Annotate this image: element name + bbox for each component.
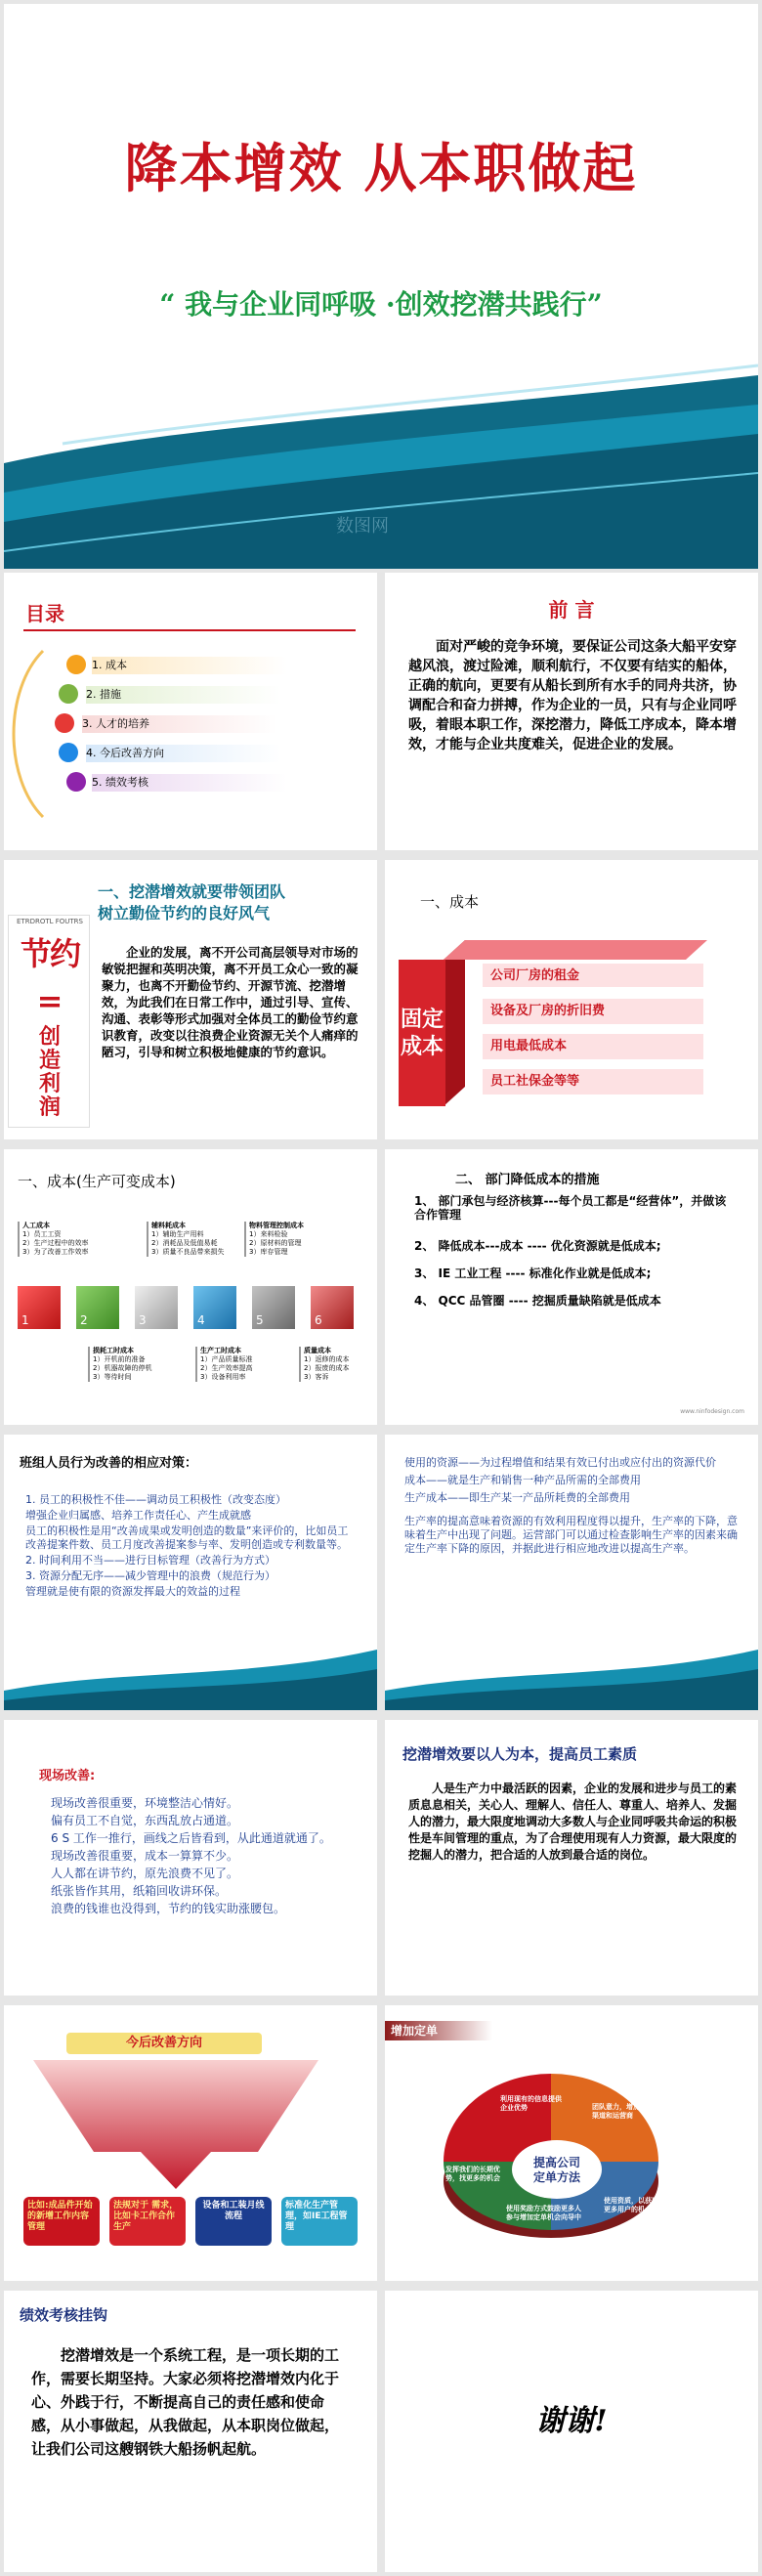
vc-box-head: 损耗工时成本 [93, 1347, 134, 1354]
people-slide [385, 1720, 758, 1996]
vc-box-line: 2）原材料的管理 [249, 1239, 302, 1247]
cost-item: 用电最低成本 [483, 1034, 703, 1059]
team-title-l1: 一、挖潜增效就要带领团队 [98, 882, 286, 901]
vc-box [244, 1222, 352, 1257]
pie-center-l1: 提高公司 [532, 2156, 580, 2169]
pie-label: 使用奖励方式鼓励更多人参与增加定单机会向导中 [506, 2205, 581, 2221]
cost-item: 员工社保金等等 [483, 1069, 703, 1095]
cover-wave-graphic [4, 4, 758, 569]
vc-num: 6 [315, 1313, 322, 1327]
pie-center-l2: 定单方法 [532, 2170, 580, 2184]
vc-box [195, 1347, 289, 1382]
toc-item[interactable]: 5. 绩效考核 [92, 774, 287, 792]
improve-box: 法规对于 需求，比如卡工作合作生产 [109, 2197, 186, 2246]
vc-box-line: 1）来料检验 [249, 1230, 288, 1238]
onsite-item: 纸张皆作其用，纸箱回收讲环保。 [51, 1884, 228, 1898]
cost-slide [385, 860, 758, 1139]
leaders-item: 2. 时间利用不当——进行目标管理（改善行为方式） [25, 1554, 275, 1567]
cost-big-l1: 固定 [400, 1007, 444, 1032]
variable-title: 一、成本(生产可变成本) [18, 1173, 176, 1190]
vc-box [147, 1222, 231, 1257]
vc-box [18, 1222, 96, 1257]
vc-box-line: 1）开机前的准备 [93, 1355, 146, 1363]
toc-arc-graphic [4, 573, 377, 850]
team-body: 企业的发展，离不开公司高层领导对市场的敏锐把握和英明决策，离不开员工众心一致的凝聚力，也离不开勤俭节约、开源节流、挖潜增效，为此我们在日常工作中，通过引导、宣传、沟通、表彰等形式加强对全体员工的勤俭节约意识教育，改变以往浪费企业资源无关个人痛痒的陋习，引导和树立积极地健康的节约意识。 [102, 945, 359, 1059]
resources-item: 成本——就是生产和销售一种产品所需的全部费用 [404, 1474, 641, 1486]
onsite-item: 偏有员工不自觉，东西乱放占通道。 [51, 1814, 239, 1827]
thrift-image [8, 915, 90, 1128]
pie-label: 利用现有的信息提供企业优势 [500, 2095, 562, 2112]
onsite-item: 现场改善很重要，成本一算算不少。 [51, 1849, 239, 1863]
vc-box-line: 1）员工工资 [22, 1230, 62, 1238]
dept-title: 二、 部门降低成本的措施 [455, 1173, 600, 1187]
wave-footer [385, 1435, 758, 1710]
vc-cube [76, 1286, 119, 1329]
toc-title: 目录 [25, 602, 64, 625]
onsite-slide [4, 1720, 377, 1996]
vc-box-head: 人工成本 [22, 1222, 50, 1229]
vc-box-head: 生产工时成本 [200, 1347, 241, 1354]
vc-box-line: 3）质量不良品带来损失 [151, 1248, 225, 1256]
resources-slide [385, 1435, 758, 1710]
vc-box-line: 3）库存管理 [249, 1248, 288, 1256]
thanks-text: 谢谢! [535, 2404, 608, 2438]
vc-box-line: 2）消耗品及低值易耗 [151, 1239, 218, 1247]
toc-item[interactable]: 4. 今后改善方向 [86, 745, 281, 762]
onsite-list [51, 1794, 360, 1917]
cover-slide [4, 4, 758, 569]
thrift-image-bottom: 创造利润 [38, 1024, 61, 1120]
vc-box [299, 1347, 373, 1382]
dept-item: 1、 部门承包与经济核算---每个员工都是“经营体”，并做该合作管理 [414, 1194, 727, 1222]
vc-num: 3 [139, 1313, 147, 1327]
vc-cube [252, 1286, 295, 1329]
leaders-item: 员工的积极性是用“改善成果或发明创造的数量”来评价的，比如员工改善提案件数、员工月度改善提案参与率、发明创造或专利数量等。 [25, 1524, 349, 1551]
dept-item: 3、 IE 工业工程 ---- 标准化作业就是低成本; [414, 1267, 652, 1280]
wave-footer [4, 1435, 377, 1710]
pie-label: 使用资质，以获取更多用户的机会 [604, 2197, 658, 2213]
vc-num: 5 [256, 1313, 264, 1327]
leaders-title: 班组人员行为改善的相应对策： [20, 1456, 198, 1471]
perf-slide [4, 2291, 377, 2572]
cover-title: 降本增效 从本职做起 [124, 138, 638, 199]
improve-title: 今后改善方向 [66, 2033, 262, 2054]
vc-box-line: 3）客诉 [304, 1373, 329, 1381]
vc-box-line: 1）辅助生产用料 [151, 1230, 204, 1238]
cost-item: 设备及厂房的折旧费 [483, 999, 703, 1024]
dept-footer: www.ninfodesign.com [680, 1408, 744, 1415]
vc-box-line: 2）报废的成本 [304, 1364, 350, 1372]
thrift-image-top: 节约 [20, 935, 79, 972]
pie-center [518, 2156, 596, 2185]
resources-item: 使用的资源——为过程增值和结果有效已付出或应付出的资源代价 [404, 1456, 716, 1469]
onsite-title: 现场改善: [39, 1769, 96, 1783]
cost-title: 一、成本 [420, 893, 480, 911]
vc-box-line: 2）生产过程中的效率 [22, 1239, 89, 1247]
leaders-item: 管理就是使有限的资源发挥最大的效益的过程 [25, 1585, 240, 1598]
vc-box-line: 2）机器故障的停机 [93, 1364, 152, 1372]
thanks-slide [385, 2291, 758, 2572]
improve-box: 比如:成品件开始的新增工作内容管理 [23, 2197, 100, 2246]
vc-box-line: 3）为了改善工作效率 [22, 1248, 89, 1256]
vc-num: 4 [197, 1313, 205, 1327]
dept-slide [385, 1149, 758, 1425]
team-title-l2: 树立勤俭节约的良好风气 [98, 904, 271, 923]
dept-item: 4、 QCC 品管圈 ---- 挖掘质量缺陷就是低成本 [414, 1294, 661, 1308]
team-slide [4, 860, 377, 1139]
cost-item: 公司厂房的租金 [483, 964, 703, 989]
thrift-image-caption: ETRDROTL FOUTRS [17, 918, 83, 925]
dept-item: 2、 降低成本---成本 ---- 优化资源就是低成本; [414, 1239, 661, 1253]
vc-box-line: 3）等待时间 [93, 1373, 132, 1381]
improve-box: 设备和工装月线流程 [195, 2197, 272, 2246]
toc-item[interactable]: 3. 人才的培养 [82, 715, 277, 733]
pie-label: 发挥我们的长期优势，找更多的机会 [445, 2166, 500, 2182]
watermark: 数图网 [336, 516, 389, 537]
leaders-slide [4, 1435, 377, 1710]
leaders-item: 1. 员工的积极性不佳——调动员工积极性（改变态度） [25, 1493, 286, 1506]
people-body: 人是生产力中最活跃的因素，企业的发展和进步与员工的素质息息相关，关心人、理解人、信任人、尊重人、培养人、发掘人的潜力，最大限度地调动大多数人与企业同呼吸共命运的积极性是车间管理的重点，为了合理使用现有人力资源，最大限度的挖掘人的潜力，把合适的人放到最合适的岗位。 [408, 1782, 738, 1862]
toc-item[interactable]: 2. 措施 [86, 686, 281, 704]
onsite-item: 浪费的钱谁也没得到，节约的钱实助涨腰包。 [51, 1902, 286, 1915]
vc-box-line: 2）生产效率提高 [200, 1364, 253, 1372]
perf-body: 挖潜增效是一个系统工程，是一项长期的工作，需要长期坚持。大家必须将挖潜增效内化于心、外践于行，不断提高自己的责任感和使命感，从小事做起，从我做起，从本职岗位做起，让我们公司这艘钢铁大船扬帆起航。 [31, 2346, 340, 2458]
preface-title: 前 言 [548, 598, 595, 622]
vc-box-line: 3）设备利用率 [200, 1373, 246, 1381]
vc-num: 2 [80, 1313, 88, 1327]
leaders-item: 增强企业归属感、培养工作责任心、产生成就感 [25, 1509, 251, 1522]
improve-box: 标准化生产管理，如IE工程管理 [281, 2197, 358, 2246]
vc-num: 1 [21, 1313, 29, 1327]
leaders-item: 3. 资源分配无序——减少管理中的浪费（规范行为） [25, 1569, 275, 1582]
onsite-item: 人人都在讲节约，原先浪费不见了。 [51, 1867, 239, 1880]
preface-body: 面对严峻的竞争环境，要保证公司这条大船平安穿越风浪，渡过险滩，顺利航行，不仅要有结实的船体，正确的航向，更要有从船长到所有水手的同舟共济，协调配合和奋力拼搏，作为企业的一员，只有与企业同呼吸，着眼本职工作，深挖潜力，降低工序成本，降本增效，才能与企业共度难关，促进企业的发展。 [408, 639, 737, 752]
pie-label: 团队意力，增加新的渠道和运营商 [592, 2103, 654, 2120]
onsite-item: 6 S 工作一推行，画线之后皆看到，从此通道就通了。 [51, 1831, 331, 1845]
vc-cube [135, 1286, 178, 1329]
cover-subtitle: “ 我与企业同呼吸 ·创效挖潜共践行” [159, 288, 603, 321]
preface-slide [385, 573, 758, 850]
cost-big-l2: 成本 [400, 1034, 444, 1059]
vc-box-line: 1）产品质量标准 [200, 1355, 253, 1363]
toc-item[interactable]: 1. 成本 [92, 657, 287, 674]
toc-slide [4, 573, 377, 850]
cost-big-label [399, 960, 445, 1106]
vc-cube [193, 1286, 236, 1329]
vc-box [88, 1347, 182, 1382]
onsite-item: 现场改善很重要，环境整洁心情好。 [51, 1796, 239, 1810]
resources-item: 生产成本——即生产某一产品所耗费的全部费用 [404, 1491, 630, 1504]
people-title: 挖潜增效要以人为本，提高员工素质 [402, 1745, 638, 1763]
perf-title: 绩效考核挂钩 [20, 2306, 108, 2324]
vc-box-head: 物料管理控制成本 [249, 1222, 304, 1229]
vc-box-head: 质量成本 [304, 1347, 331, 1354]
resources-item: 生产率的提高意味着资源的有效利用程度得以提升，生产率的下降，意味着生产中出现了问题。运营部门可以通过检查影响生产率的因素来确定生产率下降的原因，并据此进行相应地改进以提高生产率。 [404, 1515, 738, 1555]
pie-diagram [385, 2005, 758, 2281]
vc-box-head: 辅料耗成本 [151, 1222, 186, 1229]
variable-cost-slide [4, 1149, 377, 1425]
vc-box-line: 1）返修的成本 [304, 1355, 350, 1363]
improve-slide [4, 2005, 377, 2281]
increase-title: 增加定单 [385, 2021, 492, 2040]
vc-cube [311, 1286, 354, 1329]
vc-cube [18, 1286, 61, 1329]
increase-slide [385, 2005, 758, 2281]
thrift-image-mid: = [36, 982, 64, 1019]
